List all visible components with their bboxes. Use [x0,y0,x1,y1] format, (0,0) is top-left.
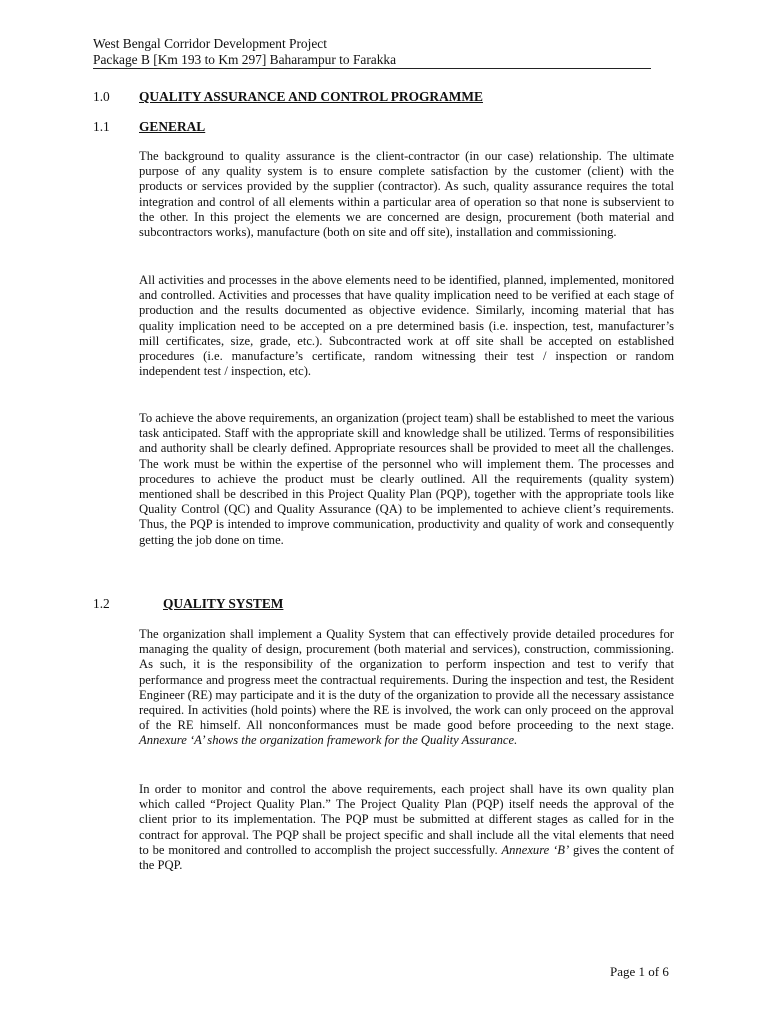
annexure-a-note: Annexure ‘A’ shows the organization framework for the Quality Assurance. [139,733,518,748]
paragraph-general-1: The background to quality assurance is the client-contractor (in our case) relationship. The ultimate purpose of any quality system is to ensure complete satisfaction by the customer (client) with the products or services provided by the supplier (contractor). As such, quality assurance requires the total integration and control of all elements within a particular area of operation so that none is subservient to the other. In this project the elements we are concerned are design, procurement (both material and subcontractors works), manufacture (both on site and off site), installation and commissioning. [139,149,674,240]
page-number: Page 1 of 6 [610,964,669,979]
paragraph-general-3: To achieve the above requirements, an organization (project team) shall be established to meet the various task anticipated. Staff with the appropriate skill and knowledge shall be utilized. Terms of responsibilities and authority shall be clearly defined. Appropriate resources shall be provided to meet all the challenges. The work must be within the expertise of the personnel who will implement them. The processes and procedures to achieve the product must be clearly outlined. All the requirements (quality system) mentioned shall be described in this Project Quality Plan (PQP), together with the appropriate tools like Quality Control (QC) and Quality Assurance (QA) to be implemented to achieve client’s requirements. Thus, the PQP is intended to improve communication, productivity and quality of work and consequently getting the job done on time. [139,411,674,547]
section-number: 1.0 [93,89,110,104]
section-number: 1.1 [93,119,110,134]
header-package-line: Package B [Km 193 to Km 297] Baharampur to Farakka [93,52,397,67]
section-number: 1.2 [93,596,110,611]
section-title: GENERAL [139,119,206,134]
paragraph-tail: gives the content of the PQP. [139,842,675,873]
paragraph-general-2: All activities and processes in the above elements need to be identified, planned, implemented, monitored and controlled. Activities and processes that have quality implication need to be verified at each stage of production and the results documented as objective evidence. Similarly, incoming material that has quality implication need to be accepted on a pre determined basis (i.e. inspection, test, manufacturer’s mill certificates, size, grade, etc.). Subcontracted work at off site shall be accepted on established procedures (i.e. manufacture’s certificate, random witnessing their test / inspection or random independent test / inspection, etc). [139,273,674,379]
running-header [93,36,651,68]
section-title: QUALITY ASSURANCE AND CONTROL PROGRAMME [139,89,483,104]
paragraph-text: In order to monitor and control the above requirements, each project shall have its own quality plan which called “Project Quality Plan.” The Project Quality Plan (PQP) itself needs the approval of the client prior to its implementation. The PQP must be submitted at different stages as called for in the contract for approval. The PQP shall be project specific and shall include all the vital elements that need to be monitored and controlled to accomplish the project successfully. [139,782,674,857]
annexure-b-reference: Annexure ‘B’ [501,842,570,857]
header-divider [93,68,651,69]
section-title: QUALITY SYSTEM [163,596,284,611]
header-project-name: West Bengal Corridor Development Project [93,36,327,51]
paragraph-quality-system-2 [139,782,674,873]
paragraph-text: The organization shall implement a Quality System that can effectively provide detailed procedures for managing the quality of design, procurement (both material and services), construction, commissioning. As such, it is the responsibility of the organization to perform inspection and test to verify that performance and progress meet the contractual requirements. During the inspection and test, the Resident Engineer (RE) may participate and it is the duty of the organization to provide all the necessary assistance required. In activities (hold points) where the RE is involved, the work can only proceed on the approval of the RE himself. All nonconformances must be made good before proceeding to the next stage. [139,627,674,733]
paragraph-quality-system-1 [139,627,674,749]
